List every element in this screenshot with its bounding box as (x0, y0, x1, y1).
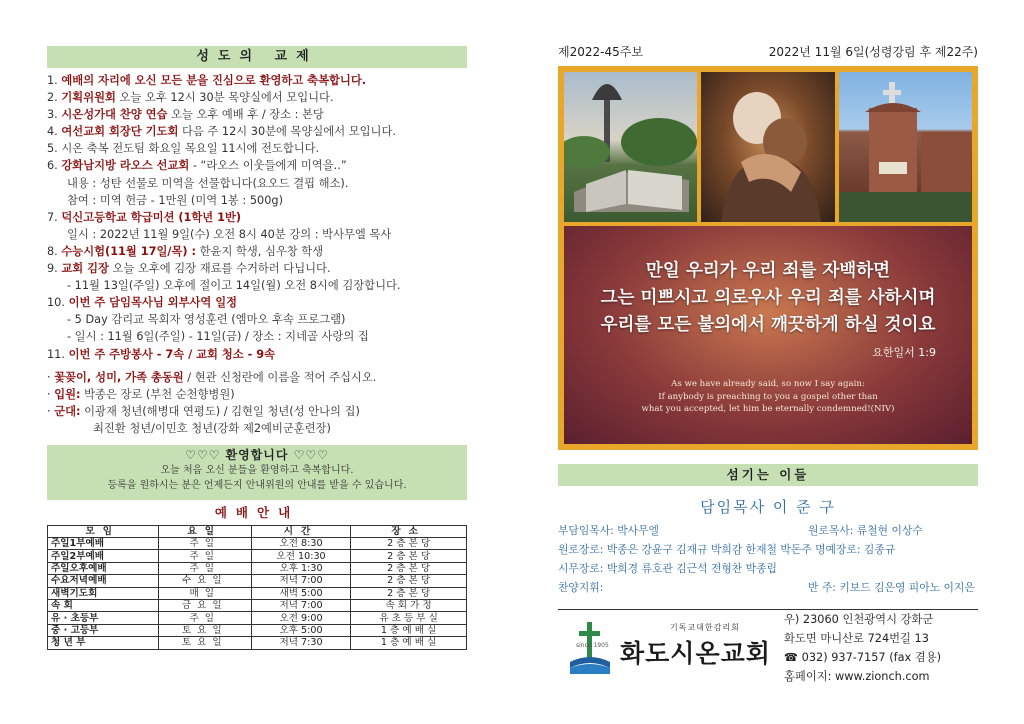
news-highlight: 기획위원회 (61, 91, 116, 105)
church-address (784, 610, 941, 686)
news-highlight: 예배의 자리에 오신 모든 분을 진심으로 환영하고 축복합니다. (61, 74, 367, 87)
worship-cell: 청 년 부 (48, 637, 159, 649)
table-row (48, 537, 467, 549)
worship-cell: 중 · 고등부 (48, 624, 159, 636)
news-item (47, 226, 467, 243)
news-item (47, 243, 467, 260)
worship-cell: 유 · 초등부 (48, 612, 159, 624)
people-text: 최진환 청년/이민호 청년(강화 제2예비군훈련장) (93, 421, 331, 435)
news-highlight: 수능시험(11월 17일/목) : (61, 244, 197, 258)
verse-reference: 요한일서 1:9 (872, 346, 936, 359)
worship-cell: 1 층 예 배 실 (351, 624, 467, 636)
news-number: 9. (47, 262, 58, 276)
worship-cell: 오후 1:30 (251, 562, 350, 574)
people-highlight: 군대: (54, 404, 81, 418)
address-line: 화도면 마니산로 724번길 13 (784, 632, 929, 645)
news-item (47, 346, 467, 363)
worship-cell: 오전 9:00 (251, 612, 350, 624)
english-verse-line: what you accepted, let him be eternally condemned!(NIV) (641, 404, 895, 414)
news-text: - 11월 13일(주일) 오후에 절이고 14일(월) 오전 8시에 김장합니다. (67, 279, 401, 293)
worship-cell: 새벽 5:00 (251, 587, 350, 599)
news-text: 한윤지 학생, 심우창 학생 (196, 244, 324, 258)
verse-line: 그는 미쁘시고 의로우사 우리 죄를 사하시며 (600, 288, 936, 308)
worship-cell: 주일 (158, 562, 251, 574)
worship-cell: 토요일 (158, 637, 251, 649)
news-number: 5. (47, 142, 58, 156)
news-item (47, 328, 467, 345)
worship-header: 장소 (351, 525, 467, 537)
news-item (47, 157, 467, 174)
people-text: 박종은 장로 (부천 순천향병원) (80, 387, 235, 401)
embrace-painting (701, 72, 834, 222)
news-item (47, 175, 467, 192)
news-number: 3. (47, 108, 58, 122)
verse-line: 우리를 모든 불의에서 깨끗하게 하실 것이요 (600, 315, 936, 335)
worship-title: 예배안내 (214, 504, 300, 520)
news-text: 오늘 오후 예배 후 / 장소 : 본당 (167, 108, 324, 122)
staff-entry: 원로목사: 류철현 이상수 (808, 524, 923, 537)
staff-row (558, 540, 978, 559)
verse-line: 만일 우리가 우리 죄를 자백하면 (645, 261, 891, 281)
worship-header: 시간 (251, 525, 350, 537)
worship-cell: 오후 5:00 (251, 624, 350, 636)
worship-cell: 토요일 (158, 624, 251, 636)
denomination: 기독교대한감리회 (670, 623, 740, 632)
news-list (47, 68, 467, 363)
table-row (48, 637, 467, 649)
issue-number: 제2022-45주보 (558, 44, 643, 59)
worship-cell: 유 초 등 부 실 (351, 612, 467, 624)
worship-cell: 주일2부예배 (48, 550, 159, 562)
worship-cell: 새벽기도회 (48, 587, 159, 599)
news-item (47, 311, 467, 328)
table-row (48, 550, 467, 562)
news-highlight: 시온성가대 찬양 연습 (61, 108, 168, 122)
footer (558, 610, 978, 690)
news-text: 내용 : 성탄 선물로 미역을 선물합니다(요오드 결핍 해소). (67, 176, 349, 190)
bulletin-header (558, 40, 978, 62)
table-row (48, 599, 467, 611)
worship-cell: 2 층 본 당 (351, 550, 467, 562)
worship-cell: 저녁 7:30 (251, 637, 350, 649)
news-number: 7. (47, 210, 58, 224)
staff-row (558, 521, 978, 540)
worship-cell: 매일 (158, 587, 251, 599)
staff-entry: 반 주: 키보드 김은영 피아노 이지은 (808, 581, 975, 594)
people-text: 이광재 청년(해병대 연평도) / 김현일 청년(성 안나의 집) (80, 404, 360, 418)
worship-table (47, 525, 467, 650)
news-text: 오늘 오후 12시 30분 목양실에서 모입니다. (115, 91, 334, 105)
news-highlight: 여선교회 회장단 기도회 (61, 125, 179, 139)
news-highlight: 이번 주 담임목사님 외부사역 일정 (68, 296, 238, 310)
news-item (47, 89, 467, 106)
welcome-line: 오늘 처음 오신 분들을 환영하고 축복합니다. (160, 464, 354, 476)
news-text: 시온 축복 전도팀 화요일 목요일 11시에 전도합니다. (61, 142, 320, 156)
worship-cell: 주일오후예배 (48, 562, 159, 574)
news-text: 다음 주 12시 30분에 목양실에서 모입니다. (178, 125, 396, 139)
worship-cell: 2 층 본 당 (351, 575, 467, 587)
worship-cell: 수요저녁예배 (48, 575, 159, 587)
news-number: 1. (47, 74, 58, 87)
church-logo (562, 618, 788, 680)
people-list (47, 369, 467, 437)
bell-monument-photo (564, 72, 697, 222)
news-item (47, 209, 467, 226)
news-text: 일시 : 2022년 11월 9일(수) 오전 8시 40분 강의 : 박사무엘 목사 (67, 227, 392, 241)
left-column (47, 46, 467, 650)
staff-row (558, 578, 978, 597)
news-number: 6. (47, 159, 58, 173)
table-row (48, 575, 467, 587)
news-number: 8. (47, 244, 58, 258)
servers-title: 섬기는 이들 (558, 464, 978, 486)
worship-cell: 2 층 본 당 (351, 537, 467, 549)
table-row (48, 587, 467, 599)
staff-entry: 찬양지휘: (558, 581, 604, 594)
english-verse-line: As we have already said, so now I say again: (671, 379, 865, 389)
bulletin-date: 2022년 11월 6일(성령강림 후 제22주) (768, 44, 978, 59)
news-item (47, 106, 467, 123)
news-title: 성도의 교제 (47, 46, 467, 68)
news-text: - 일시 : 11월 6일(주일) - 11일(금) / 장소 : 지네골 사랑의 집 (67, 330, 369, 344)
news-item (47, 260, 467, 277)
news-item (47, 140, 467, 157)
church-name: 화도시온교회 (620, 639, 771, 668)
table-row (48, 612, 467, 624)
news-text: 오늘 오후에 김장 재료를 수거하러 다닙니다. (108, 262, 331, 276)
phone-line: ☎ 032) 937-7157 (fax 겸용) (784, 651, 942, 664)
verse-panel (564, 226, 972, 444)
worship-cell: 주일 (158, 550, 251, 562)
cover-image (558, 66, 978, 450)
news-number: 10. (47, 296, 65, 310)
news-item (47, 294, 467, 311)
news-highlight: 덕신고등학교 학급미션 (1학년 1반) (61, 210, 242, 224)
table-row (48, 624, 467, 636)
worship-cell: 오전 8:30 (251, 537, 350, 549)
staff-entry: 원로장로: 박종은 강윤구 김재규 박희감 한재철 박돈주 명예장로: 김종규 (558, 543, 896, 556)
staff-list (558, 521, 978, 597)
worship-cell: 금요일 (158, 599, 251, 611)
news-item (47, 123, 467, 140)
news-item (47, 192, 467, 209)
worship-cell: 저녁 7:00 (251, 575, 350, 587)
news-text: - 5 Day 감리교 목회자 영성훈련 (엠마오 후속 프로그램) (67, 313, 346, 327)
people-item (47, 420, 467, 437)
logo-year: since 1905 (576, 642, 609, 649)
worship-cell: 속 회 가 정 (351, 599, 467, 611)
worship-cell: 2 층 본 당 (351, 562, 467, 574)
news-item (47, 277, 467, 294)
right-column (558, 40, 978, 690)
staff-entry: 시무장로: 박희경 류호관 김근석 전형찬 박종립 (558, 562, 777, 575)
homepage-link[interactable]: 홈페이지: www.zionch.com (784, 670, 930, 683)
welcome-box (47, 445, 467, 500)
news-text: 참여 : 미역 헌금 - 1만원 (미역 1봉 : 500g) (67, 193, 283, 207)
news-highlight: 교회 김장 (61, 262, 109, 276)
worship-cell: 1 층 예 배 실 (351, 637, 467, 649)
news-number: 11. (47, 347, 65, 361)
worship-header: 요일 (158, 525, 251, 537)
worship-cell: 주일 (158, 612, 251, 624)
worship-cell: 주일 (158, 537, 251, 549)
news-text: - “라오스 이웃들에게 미역을..” (189, 159, 347, 173)
worship-cell: 오전 10:30 (251, 550, 350, 562)
news-item (47, 72, 467, 89)
people-text: / 현관 신청란에 이름을 적어 주십시오. (183, 370, 377, 384)
worship-cell: 저녁 7:00 (251, 599, 350, 611)
worship-cell: 수요일 (158, 575, 251, 587)
english-verse-line: If anybody is preaching to you a gospel other than (658, 391, 878, 402)
address-line: 우) 23060 인천광역시 강화군 (784, 613, 934, 626)
welcome-title: ♡♡♡ 환영합니다 ♡♡♡ (185, 447, 329, 462)
staff-row (558, 559, 978, 578)
people-highlight: 입원: (54, 387, 81, 401)
staff-entry: 부담임목사: 박사무엘 (558, 524, 659, 537)
worship-cell: 속 회 (48, 599, 159, 611)
news-highlight: 이번 주 주방봉사 - 7속 / 교회 청소 - 9속 (68, 347, 276, 361)
news-number: 4. (47, 125, 58, 139)
people-item: · 군대: 이광재 청년(해병대 연평도) / 김현일 청년(성 안나의 집) (47, 404, 360, 418)
welcome-line: 등록을 원하시는 분은 언제든지 안내위원의 안내를 받을 수 있습니다. (107, 479, 407, 491)
table-row (48, 562, 467, 574)
senior-pastor: 담임목사 이 준 구 (700, 498, 836, 516)
news-number: 2. (47, 91, 58, 105)
people-item: · 입원: 박종은 장로 (부천 순천향병원) (47, 387, 235, 401)
people-item: · 꽃꽂이, 성미, 가족 총동원 / 현관 신청란에 이름을 적어 주십시오. (47, 370, 377, 384)
worship-cell: 주일1부예배 (48, 537, 159, 549)
worship-header: 모임 (48, 525, 159, 537)
news-highlight: 강화남지방 라오스 선교회 (61, 159, 190, 173)
worship-cell: 2 층 본 당 (351, 587, 467, 599)
people-highlight: 꽃꽂이, 성미, 가족 총동원 (54, 370, 184, 384)
church-building-photo (839, 72, 972, 222)
